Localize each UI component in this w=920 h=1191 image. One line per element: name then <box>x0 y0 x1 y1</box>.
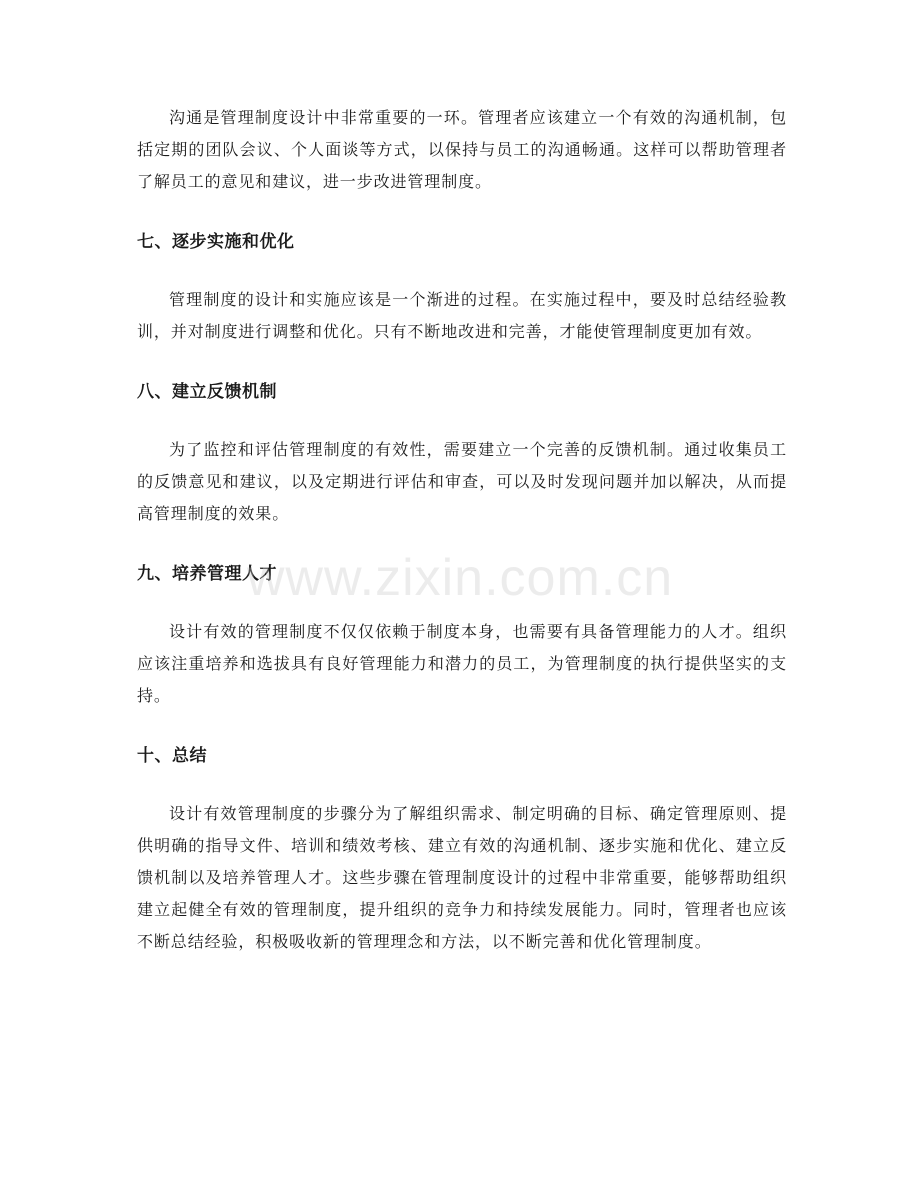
paragraph-section-9: 设计有效的管理制度不仅仅依赖于制度本身，也需要有具备管理能力的人才。组织应该注重培养和选拔具有良好管理能力和潜力的员工，为管理制度的执行提供坚实的支持。 <box>137 622 787 705</box>
paragraph-section-8: 为了监控和评估管理制度的有效性，需要建立一个完善的反馈机制。通过收集员工的反馈意见和建议，以及定期进行评估和审查，可以及时发现问题并加以解决，从而提高管理制度的效果。 <box>137 440 787 523</box>
paragraph-section-7: 管理制度的设计和实施应该是一个渐进的过程。在实施过程中，要及时总结经验教训，并对制度进行调整和优化。只有不断地改进和完善，才能使管理制度更加有效。 <box>137 290 787 341</box>
heading-section-8: 八、建立反馈机制 <box>137 382 277 402</box>
document-body <box>137 102 787 958</box>
paragraph-section-10: 设计有效管理制度的步骤分为了解组织需求、制定明确的目标、确定管理原则、提供明确的指导文件、培训和绩效考核、建立有效的沟通机制、逐步实施和优化、建立反馈机制以及培养管理人才。这些步骤在管理制度设计的过程中非常重要，能够帮助组织建立起健全有效的管理制度，提升组织的竞争力和持续发展能力。同时，管理者也应该不断总结经验，积极吸收新的管理理念和方法，以不断完善和优化管理制度。 <box>137 804 787 951</box>
heading-section-9: 九、培养管理人才 <box>137 564 277 584</box>
heading-section-10: 十、总结 <box>137 746 207 766</box>
paragraph-communication: 沟通是管理制度设计中非常重要的一环。管理者应该建立一个有效的沟通机制，包括定期的团队会议、个人面谈等方式，以保持与员工的沟通畅通。这样可以帮助管理者了解员工的意见和建议，进一步改进管理制度。 <box>137 108 787 191</box>
watermark: www.zixin.com.cn <box>246 549 674 607</box>
heading-section-7: 七、逐步实施和优化 <box>137 232 295 252</box>
